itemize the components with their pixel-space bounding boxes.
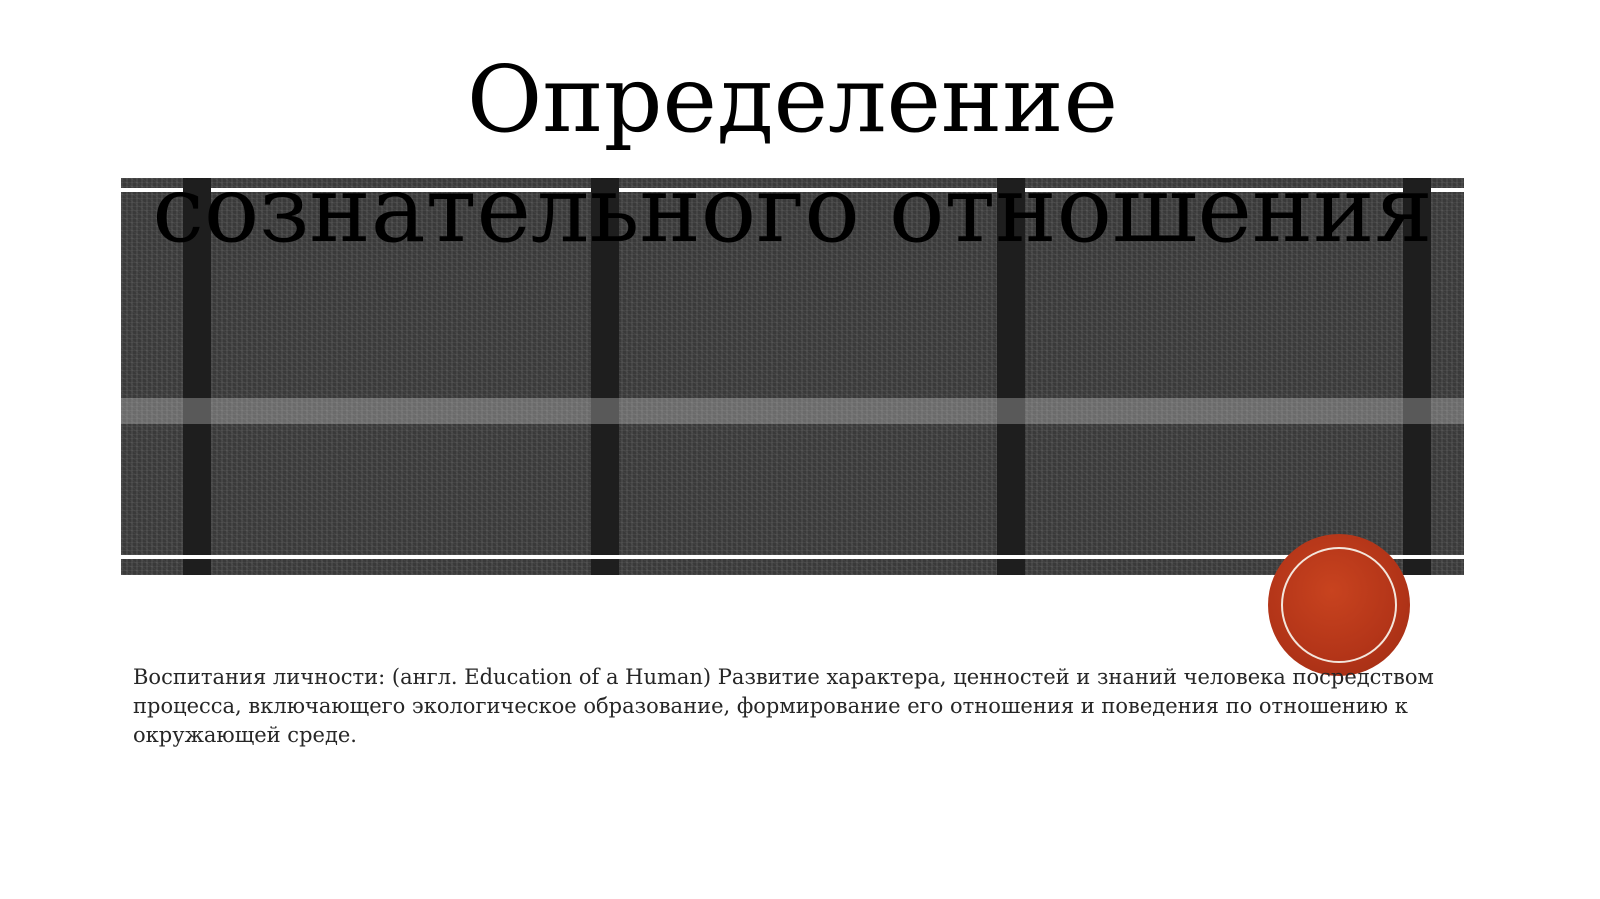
slide-title: Определение сознательного отношения: [152, 46, 1433, 263]
banner-bottom-line: [121, 555, 1464, 559]
definition-text: Воспитания личности: (англ. Education of a Human) Развитие характера, ценностей и знаний человека посредством процесса, включающего экологическое образование, формирование его отношения и поведения по отношению к окружающей среде.: [133, 665, 1434, 747]
banner-light-strip: [121, 398, 1464, 424]
badge-ring: [1281, 547, 1397, 663]
decorative-circle-badge: [1268, 534, 1410, 676]
